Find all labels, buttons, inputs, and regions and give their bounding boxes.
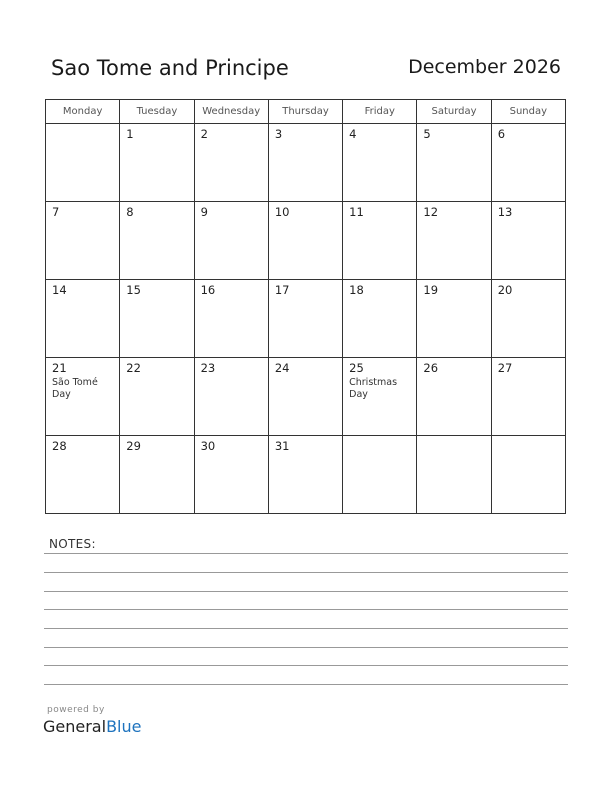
day-number: 11	[349, 205, 364, 219]
day-number: 23	[200, 361, 216, 375]
day-cell	[268, 358, 342, 436]
day-number: 30	[200, 439, 216, 453]
day-cell	[343, 124, 417, 202]
day-cell	[194, 202, 268, 280]
day-number: 28	[52, 439, 67, 453]
note-line	[44, 609, 568, 610]
week-row	[46, 436, 566, 514]
week-row	[46, 202, 566, 280]
day-cell	[417, 436, 491, 514]
day-cell	[46, 124, 120, 202]
day-number: 25	[349, 361, 364, 375]
day-number: 27	[497, 361, 513, 375]
day-number: 31	[274, 439, 290, 453]
note-line	[44, 647, 568, 648]
holiday-label: Christmas Day	[349, 377, 398, 400]
day-cell	[194, 124, 268, 202]
weekday-header: Sunday	[491, 100, 565, 124]
day-number: 16	[200, 283, 216, 297]
day-number: 7	[52, 205, 60, 219]
weekday-header: Friday	[343, 100, 417, 124]
day-number: 5	[423, 127, 431, 141]
note-line	[44, 684, 568, 685]
day-number: 18	[349, 283, 364, 297]
weekday-header: Monday	[46, 100, 120, 124]
day-cell	[491, 124, 565, 202]
day-number: 4	[349, 127, 357, 141]
day-number: 21	[52, 361, 67, 375]
day-cell	[417, 124, 491, 202]
day-cell	[491, 280, 565, 358]
weekday-header: Saturday	[417, 100, 491, 124]
day-cell	[491, 358, 565, 436]
note-line	[44, 553, 568, 554]
day-cell	[268, 280, 342, 358]
day-cell	[120, 358, 194, 436]
holiday-label: São Tomé Day	[52, 377, 98, 400]
weekday-header: Wednesday	[194, 100, 268, 124]
week-row	[46, 280, 566, 358]
calendar-grid	[45, 99, 566, 514]
note-line	[44, 572, 568, 573]
day-number: 19	[423, 283, 439, 297]
day-cell	[417, 280, 491, 358]
day-cell	[46, 358, 120, 436]
notes-label: NOTES:	[49, 537, 96, 551]
weekday-header: Thursday	[268, 100, 342, 124]
powered-by-text: powered by	[47, 705, 105, 715]
day-number: 6	[497, 127, 506, 141]
day-number: 3	[274, 127, 283, 141]
weekday-header-row	[46, 100, 566, 124]
day-cell	[343, 280, 417, 358]
brand-name-general: General	[43, 717, 107, 736]
day-cell	[194, 280, 268, 358]
day-cell	[120, 202, 194, 280]
weekday-header: Tuesday	[120, 100, 194, 124]
day-number: 20	[497, 283, 513, 297]
day-cell	[194, 358, 268, 436]
day-cell	[343, 358, 417, 436]
day-cell	[343, 436, 417, 514]
day-number: 8	[126, 205, 134, 219]
day-cell	[46, 436, 120, 514]
day-number: 15	[126, 283, 141, 297]
day-number: 9	[200, 205, 208, 219]
day-number: 22	[126, 361, 141, 375]
day-number: 13	[497, 205, 513, 219]
day-cell	[491, 202, 565, 280]
day-number: 10	[274, 205, 290, 219]
day-cell	[194, 436, 268, 514]
week-row	[46, 358, 566, 436]
day-number: 12	[423, 205, 439, 219]
day-number: 24	[274, 361, 290, 375]
day-cell	[120, 436, 194, 514]
week-row	[46, 124, 566, 202]
brand-logo[interactable]	[43, 717, 141, 736]
day-cell	[417, 202, 491, 280]
day-cell	[343, 202, 417, 280]
note-line	[44, 628, 568, 629]
day-number: 26	[423, 361, 439, 375]
note-line	[44, 591, 568, 592]
day-cell	[268, 436, 342, 514]
note-line	[44, 665, 568, 666]
month-year-title: December 2026	[408, 56, 561, 78]
day-number: 29	[126, 439, 141, 453]
day-cell	[120, 124, 194, 202]
day-cell	[46, 280, 120, 358]
day-cell	[120, 280, 194, 358]
day-number: 2	[200, 127, 208, 141]
day-number: 1	[126, 127, 134, 141]
country-title: Sao Tome and Principe	[51, 56, 289, 80]
day-cell	[268, 202, 342, 280]
day-cell	[417, 358, 491, 436]
brand-name-blue: Blue	[106, 717, 142, 736]
day-cell	[46, 202, 120, 280]
day-cell	[268, 124, 342, 202]
day-cell	[491, 436, 565, 514]
day-number: 17	[274, 283, 290, 297]
day-number: 14	[52, 283, 67, 297]
